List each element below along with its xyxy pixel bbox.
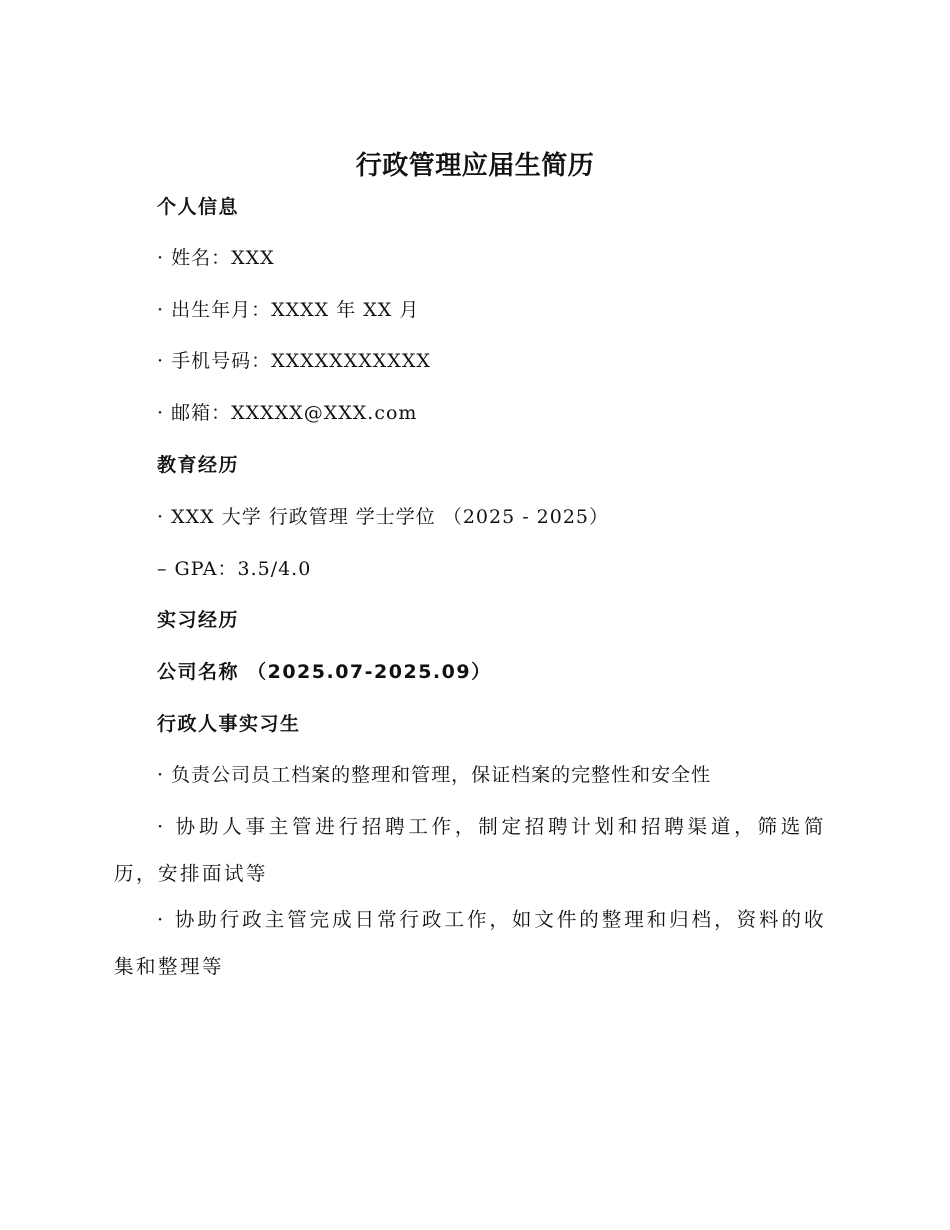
personal-name: · 姓名：XXX (157, 247, 275, 269)
page-title: 行政管理应届生简历 (355, 151, 595, 181)
internship-duty-3: · 协助行政主管完成日常行政工作，如文件的整理和归档，资料的收集和整理等 (114, 908, 826, 978)
section-heading-personal: 个人信息 (157, 196, 240, 218)
internship-duty-2: · 协助人事主管进行招聘工作，制定招聘计划和招聘渠道，筛选简历，安排面试等 (114, 815, 826, 885)
personal-email: · 邮箱：XXXXX@XXX.com (157, 402, 418, 424)
education-degree: · XXX 大学 行政管理 学士学位 （2025 - 2025） (157, 506, 610, 528)
personal-phone: · 手机号码：XXXXXXXXXXX (157, 350, 431, 372)
education-gpa: – GPA：3.5/4.0 (157, 558, 312, 580)
internship-role: 行政人事实习生 (157, 713, 301, 735)
section-heading-education: 教育经历 (157, 454, 240, 476)
internship-duty-1: · 负责公司员工档案的整理和管理，保证档案的完整性和安全性 (157, 764, 712, 786)
internship-company: 公司名称 （2025.07-2025.09） (157, 661, 492, 683)
section-heading-internship: 实习经历 (157, 609, 240, 631)
personal-birth: · 出生年月：XXXX 年 XX 月 (157, 299, 420, 321)
